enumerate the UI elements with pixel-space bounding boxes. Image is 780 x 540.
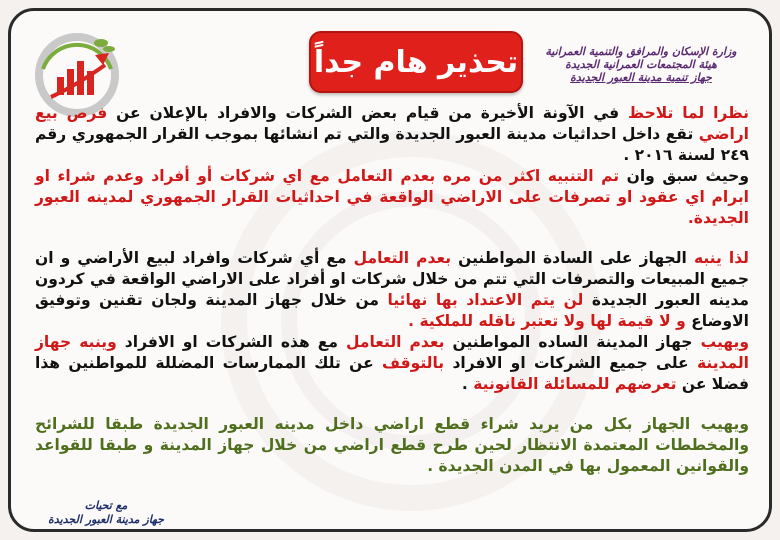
paragraph4-text-a: جهاز المدينة الساده المواطنين xyxy=(444,333,701,351)
paragraph4-red-start: ويهيب xyxy=(700,333,749,351)
ministry-line-3: جهاز تنمية مدينة العبور الجديدة xyxy=(570,71,712,84)
paragraph4-text-d: عن تلك الممارسات المضللة للمواطنين هذا فضلا عن xyxy=(35,354,749,393)
paragraph1-text-a: في الآونة الأخيرة من قيام بعض الشركات والافراد بالإعلان عن xyxy=(107,104,629,122)
announcement-frame xyxy=(8,8,772,532)
paragraph3-text-a: الجهاز على السادة المواطنين xyxy=(451,249,694,267)
warning-title: تحذير هام جداً xyxy=(309,31,523,93)
paragraph1-red-sale: فرص بيع اراضي xyxy=(35,104,749,143)
paragraph4-red-warns: وينبه جهاز المدينة xyxy=(35,333,749,372)
paragraph4-text-b: مع هذه الشركات او الافراد xyxy=(116,333,347,351)
signature-block xyxy=(41,499,171,527)
paragraph3-red-end: و لا قيمة لها ولا تعتبر ناقله للملكية . xyxy=(408,312,686,330)
paragraph4-text-e: . xyxy=(461,375,474,393)
paragraph3-text-b: مع أي شركات وافراد لبيع الأراضي و ان جميع المبيعات والتصرفات التي تتم من خلال شركات او أفراد على الاراضي الواقعة في كردون مدينه العبور الجديدة xyxy=(35,249,749,309)
announcement-body xyxy=(35,103,749,477)
ministry-line-1: وزارة الإسكان والمرافق والتنمية العمرانية xyxy=(545,45,737,58)
ministry-header xyxy=(531,45,751,84)
paragraph4-text-c: على جميع الشركات او الافراد xyxy=(444,354,697,372)
paragraph3-red-start: لذا ينبه xyxy=(693,249,749,267)
paragraph5-green-text: ويهيب الجهاز بكل من يريد شراء قطع اراضي داخل مدينه العبور الجديدة طبقا للشرائح والمخططات المعتمدة الانتظار لحين طرح قطع اراضي من خلال جهاز المدينة و طبقا للقواعد والقوانين المعمول بها في المدن الجديدة . xyxy=(35,415,749,475)
paragraph1-red-intro: نظرا لما تلاحظ xyxy=(628,104,749,122)
paragraph4-red-no-deal: بعدم التعامل xyxy=(346,333,445,351)
ministry-line-2: هيئة المجتمعات العمرانية الجديدة xyxy=(565,58,717,71)
paragraph4-red-stop: بالتوقف xyxy=(382,354,445,372)
paragraph2-text-a: وحيث سبق وان xyxy=(619,167,749,185)
paragraph2-red-text: تم التنبيه اكثر من مره بعدم التعامل مع اي شركات أو أفراد وعدم شراء او ابرام اي عقود او تصرفات على الاراضي الواقعة في احداثيات القرار الجمهوري لمدينه العبور الجديدة. xyxy=(35,167,749,227)
paragraph4-red-exposure: تعرضهم للمسائلة القانونية xyxy=(473,375,677,393)
paragraph3-red-not-recognized: لن يتم الاعتداد بها نهائيا xyxy=(387,291,584,309)
paragraph-appeal xyxy=(35,332,749,395)
paragraph-prior-warning xyxy=(35,166,749,229)
paragraph-notice xyxy=(35,248,749,332)
signature-line-2: جهاز مدينة العبور الجديدة xyxy=(48,513,164,526)
paragraph-context xyxy=(35,103,749,166)
paragraph1-text-b: تقع داخل احداثيات مدينة العبور الجديدة والتي تم انشائها بموجب القرار الجمهوري رقم ٢٤٩ لسنة ٢٠١٦ . xyxy=(35,125,749,164)
paragraph3-text-c: من خلال جهاز المدينة ولجان تقنين وتوفيق الاوضاع xyxy=(35,291,749,330)
paragraph-closing xyxy=(35,414,749,477)
paragraph3-red-no-deal: بعدم التعامل xyxy=(353,249,452,267)
signature-line-1: مع تحيات xyxy=(84,499,128,512)
